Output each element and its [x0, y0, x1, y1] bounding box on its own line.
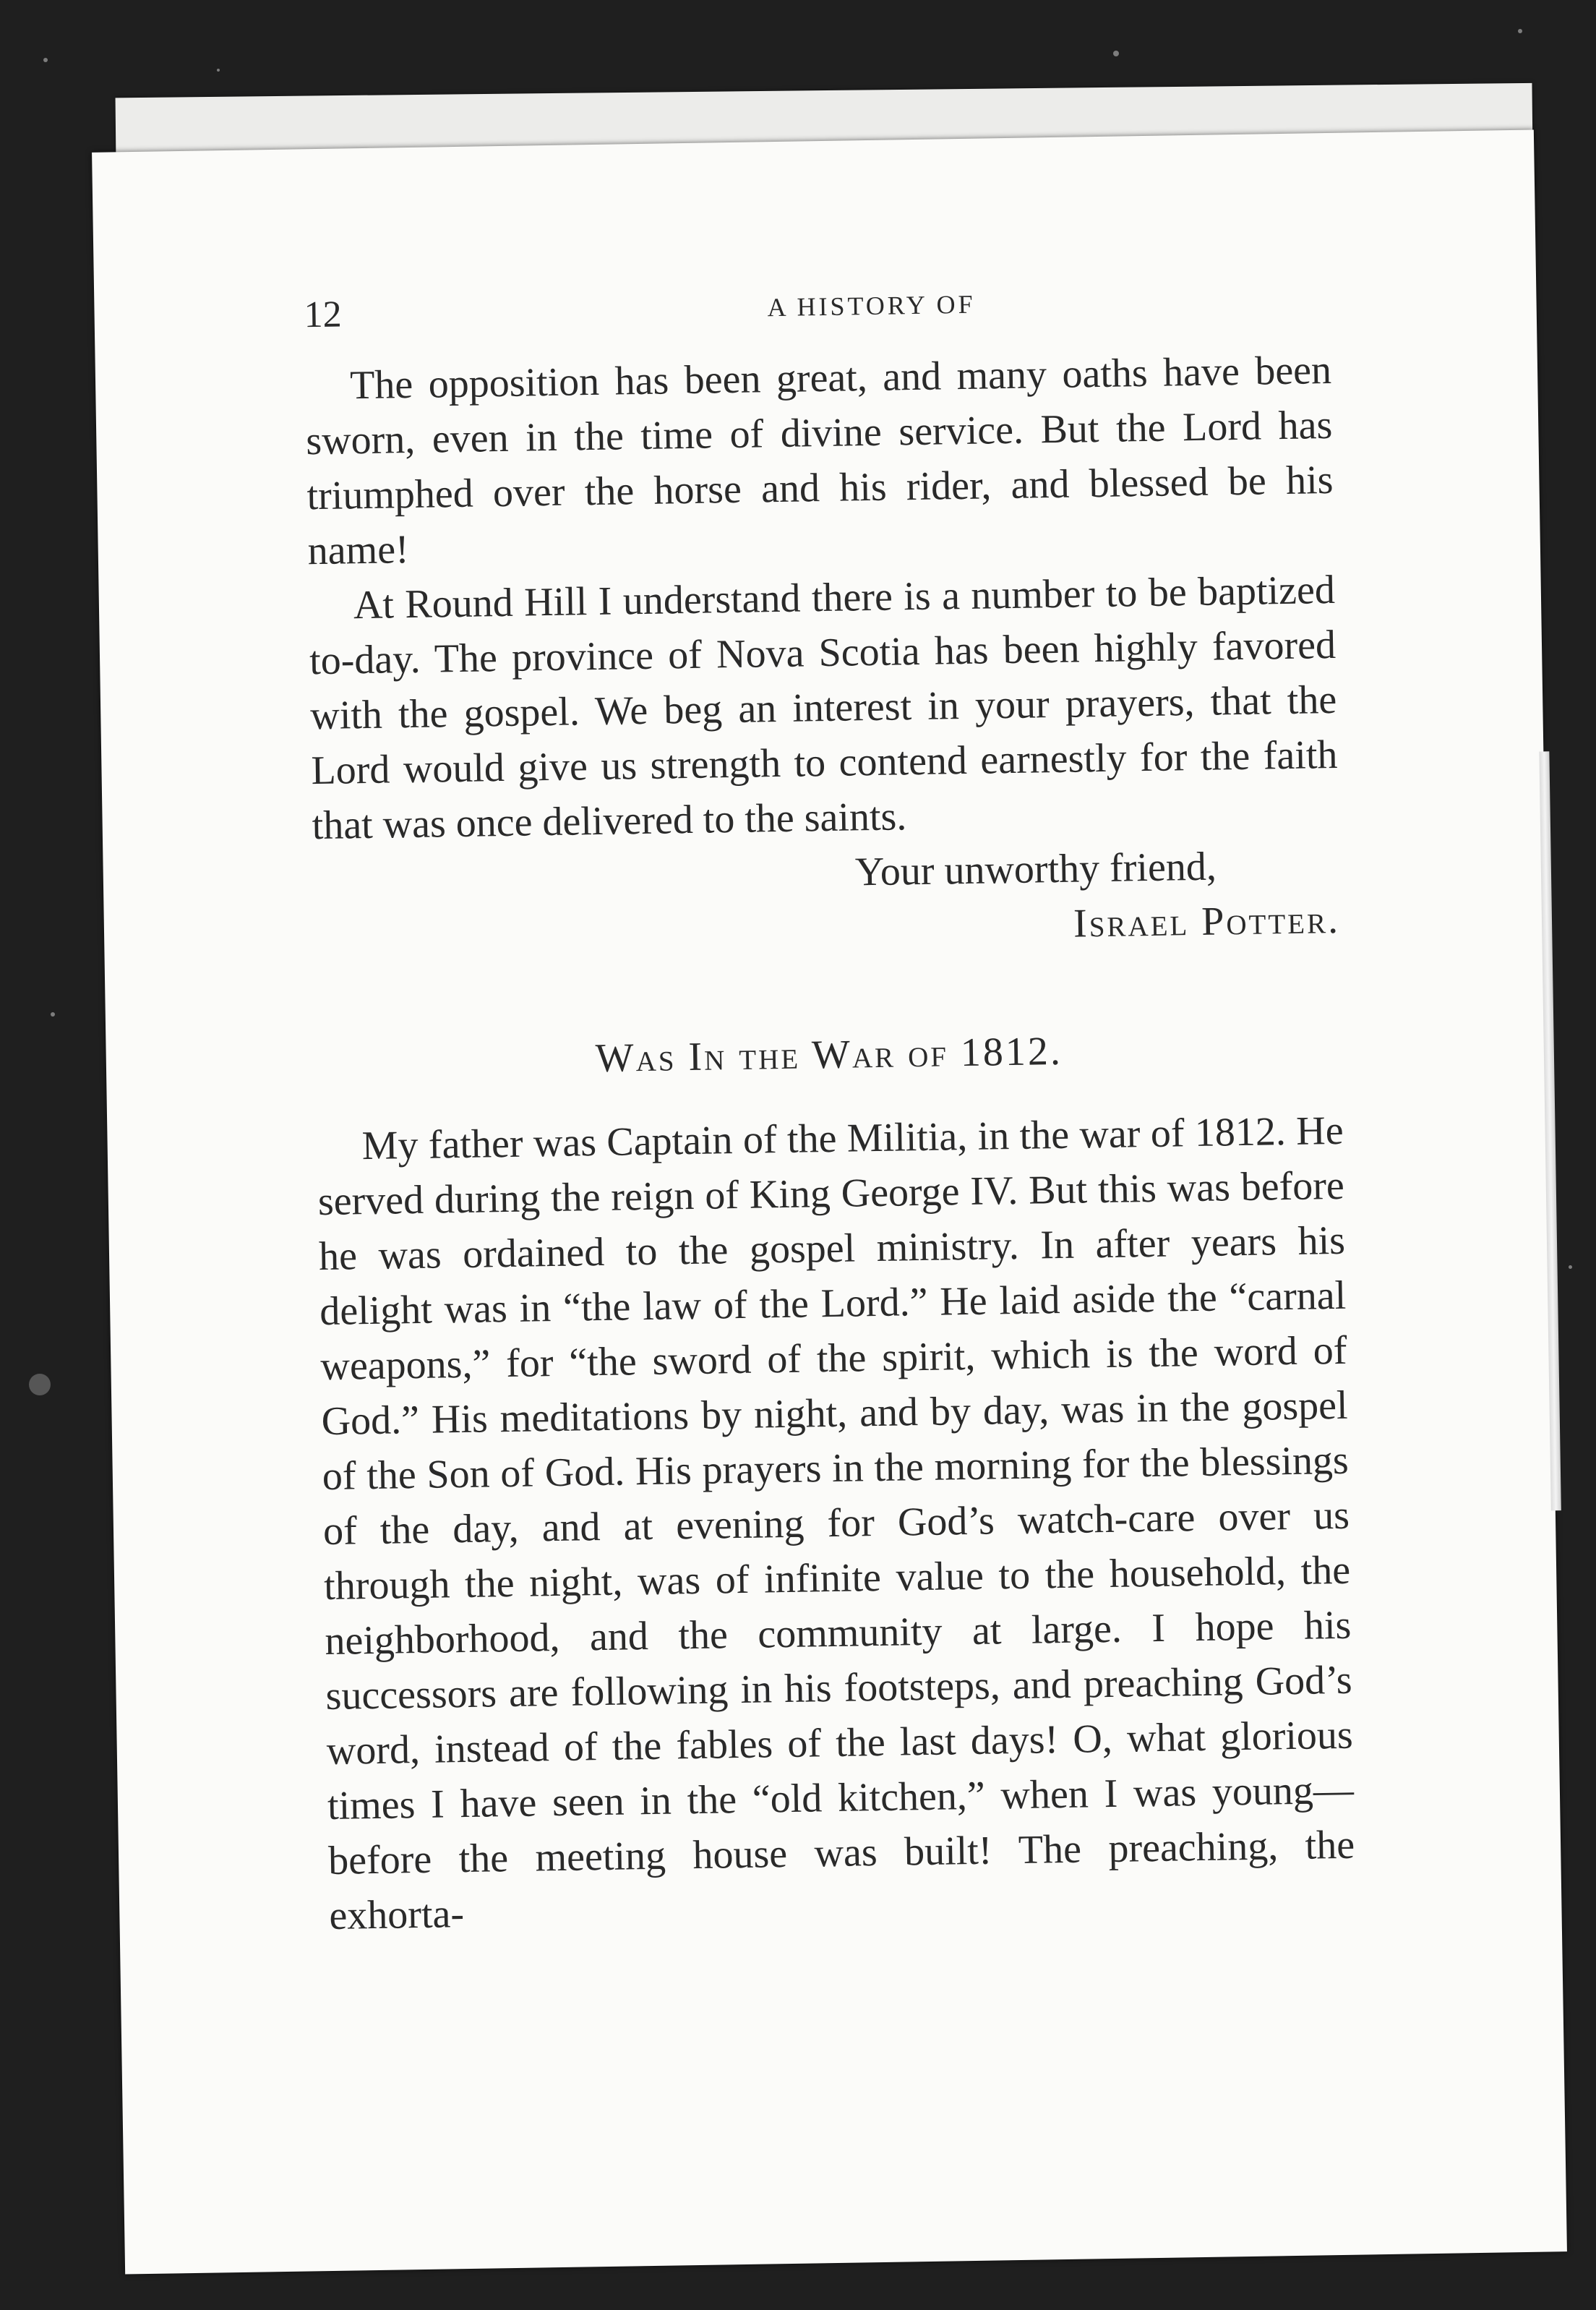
dust-speck	[51, 1012, 55, 1017]
letter-paragraph: The opposition has been great, and many oaths have been sworn, even in the time of divine service. But the Lord has triumphed over the horse and his rider, and blessed be his name!	[305, 347, 1334, 574]
dust-speck	[1569, 1265, 1572, 1269]
dust-speck	[1518, 29, 1522, 33]
dust-speck	[1113, 51, 1119, 56]
dust-speck	[29, 1374, 51, 1395]
page-body	[305, 343, 1356, 1943]
page-edge	[1539, 751, 1561, 1510]
page-number: 12	[304, 294, 343, 336]
letter-paragraph: At Round Hill I understand there is a number to be baptized to-day. The province of Nova Scotia has been highly favored with the gospel. We beg an interest in your prayers, that the Lord would give us strength to contend earnestly for the faith that was once delivered to the saints.	[309, 567, 1338, 849]
book-page	[92, 130, 1567, 2275]
running-head: A HISTORY OF	[767, 289, 976, 322]
dust-speck	[43, 58, 48, 62]
letter-signature: Israel Potter.	[1073, 897, 1341, 946]
section-heading: Was In the War of 1812.	[595, 1028, 1063, 1082]
page-header	[304, 276, 1439, 338]
dust-speck	[217, 69, 220, 72]
section-paragraph: My father was Captain of the Militia, in the war of 1812. He served during the reign of King George IV. But this was before he was ordained to the gospel ministry. In after years his delight was in “the law of the Lord.” He laid aside the “carnal weapons,” for “the sword of the spirit, which is the word of God.” His meditations by night, and by day, was in the gospel of the Son of God. His prayers in the morning for the blessings of the day, and at evening for God’s watch-care over us through the night, was of infinite value to the household, the neighborhood, and the community at large. I hope his successors are following in his footsteps, and preaching God’s word, instead of the fables of the last days! O, what glorious times I have seen in the “old kitchen,” when I was young—before the meeting house was built! The preaching, the exhorta-	[317, 1108, 1355, 1938]
letter-closing: Your unworthy friend,	[854, 844, 1217, 895]
